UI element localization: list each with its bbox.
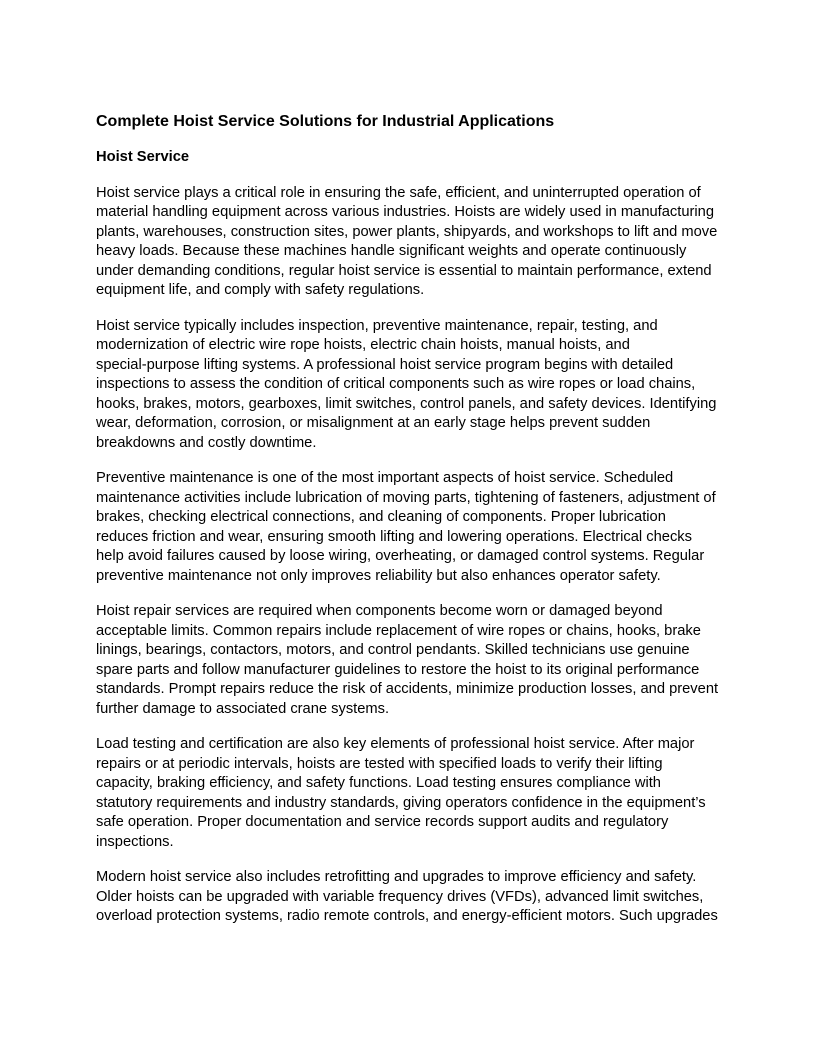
text-line: Load testing and certification are also key elements of professional hoist service. After major (96, 736, 695, 752)
text-line: acceptable limits. Common repairs include replacement of wire ropes or chains, hooks, brake (96, 622, 701, 639)
text-line: under demanding conditions, regular hoist service is essential to maintain performance, extend (96, 262, 712, 279)
text-line: Preventive maintenance is one of the most important aspects of hoist service. Scheduled (96, 470, 674, 486)
text-line: overload protection systems, radio remote controls, and energy-efficient motors. Such upgrades (96, 908, 718, 924)
text-line: safe operation. Proper documentation and service records support audits and regulatory (96, 814, 669, 830)
text-line: inspections. (96, 833, 174, 850)
text-line: reduces friction and wear, ensuring smooth lifting and lowering operations. Electrical checks (96, 528, 692, 545)
text-line: Modern hoist service also includes retrofitting and upgrades to improve efficiency and safety. (96, 869, 697, 885)
section-heading: Hoist Service (96, 149, 190, 165)
text-line: further damage to associated crane systems. (96, 700, 390, 717)
text-line: repairs or at periodic intervals, hoists are tested with specified loads to verify their lifting (96, 755, 663, 772)
text-line: Hoist service typically includes inspection, preventive maintenance, repair, testing, and (96, 317, 658, 334)
text-line: standards. Prompt repairs reduce the risk of accidents, minimize production losses, and prevent (96, 681, 719, 697)
text-line: Older hoists can be upgraded with variable frequency drives (VFDs), advanced limit switches, (96, 888, 704, 905)
text-line: material handling equipment across various industries. Hoists are widely used in manufacturing (96, 204, 715, 220)
text-line: capacity, braking efficiency, and safety functions. Load testing ensures compliance with (96, 775, 661, 791)
text-line: special-purpose lifting systems. A professional hoist service program begins with detailed (96, 356, 674, 373)
text-line: help avoid failures caused by loose wiring, overheating, or damaged control systems. Regular (96, 548, 705, 564)
paragraph-2 (96, 317, 720, 454)
text-line: plants, warehouses, construction sites, power plants, shipyards, and workshops to lift and move (96, 223, 718, 240)
text-line: preventive maintenance not only improves reliability but also enhances operator safety. (96, 567, 661, 584)
text-line: heavy loads. Because these machines handle significant weights and operate continuously (96, 243, 687, 259)
text-line: wear, deformation, corrosion, or misalignment at an early stage helps prevent sudden (96, 415, 651, 431)
text-line: hooks, brakes, motors, gearboxes, limit switches, control panels, and safety devices. Identifying (96, 395, 717, 412)
paragraph-3 (96, 469, 720, 586)
document-title: Complete Hoist Service Solutions for Industrial Applications (96, 113, 555, 130)
document-page (96, 112, 720, 943)
text-line: maintenance activities include lubrication of moving parts, tightening of fasteners, adjustment of (96, 489, 716, 506)
text-line: linings, bearings, contactors, motors, and control pendants. Skilled technicians use genuine (96, 642, 690, 658)
text-line: equipment life, and comply with safety regulations. (96, 282, 425, 298)
text-line: modernization of electric wire rope hoists, electric chain hoists, manual hoists, and (96, 337, 630, 353)
paragraph-6 (96, 868, 720, 927)
text-line: brakes, checking electrical connections, and cleaning of components. Proper lubrication (96, 509, 666, 525)
text-line: inspections to assess the condition of critical components such as wire ropes or load chains, (96, 376, 696, 392)
text-line: Hoist service plays a critical role in ensuring the safe, efficient, and uninterrupted operation of (96, 184, 701, 201)
text-line: spare parts and follow manufacturer guidelines to restore the hoist to its original performance (96, 661, 700, 678)
text-line: Hoist repair services are required when components become worn or damaged beyond (96, 603, 663, 619)
paragraph-4 (96, 602, 720, 719)
paragraph-1 (96, 184, 720, 301)
paragraph-5 (96, 735, 720, 852)
text-line: breakdowns and costly downtime. (96, 434, 317, 451)
text-line: statutory requirements and industry standards, giving operators confidence in the equipment’s (96, 794, 706, 811)
